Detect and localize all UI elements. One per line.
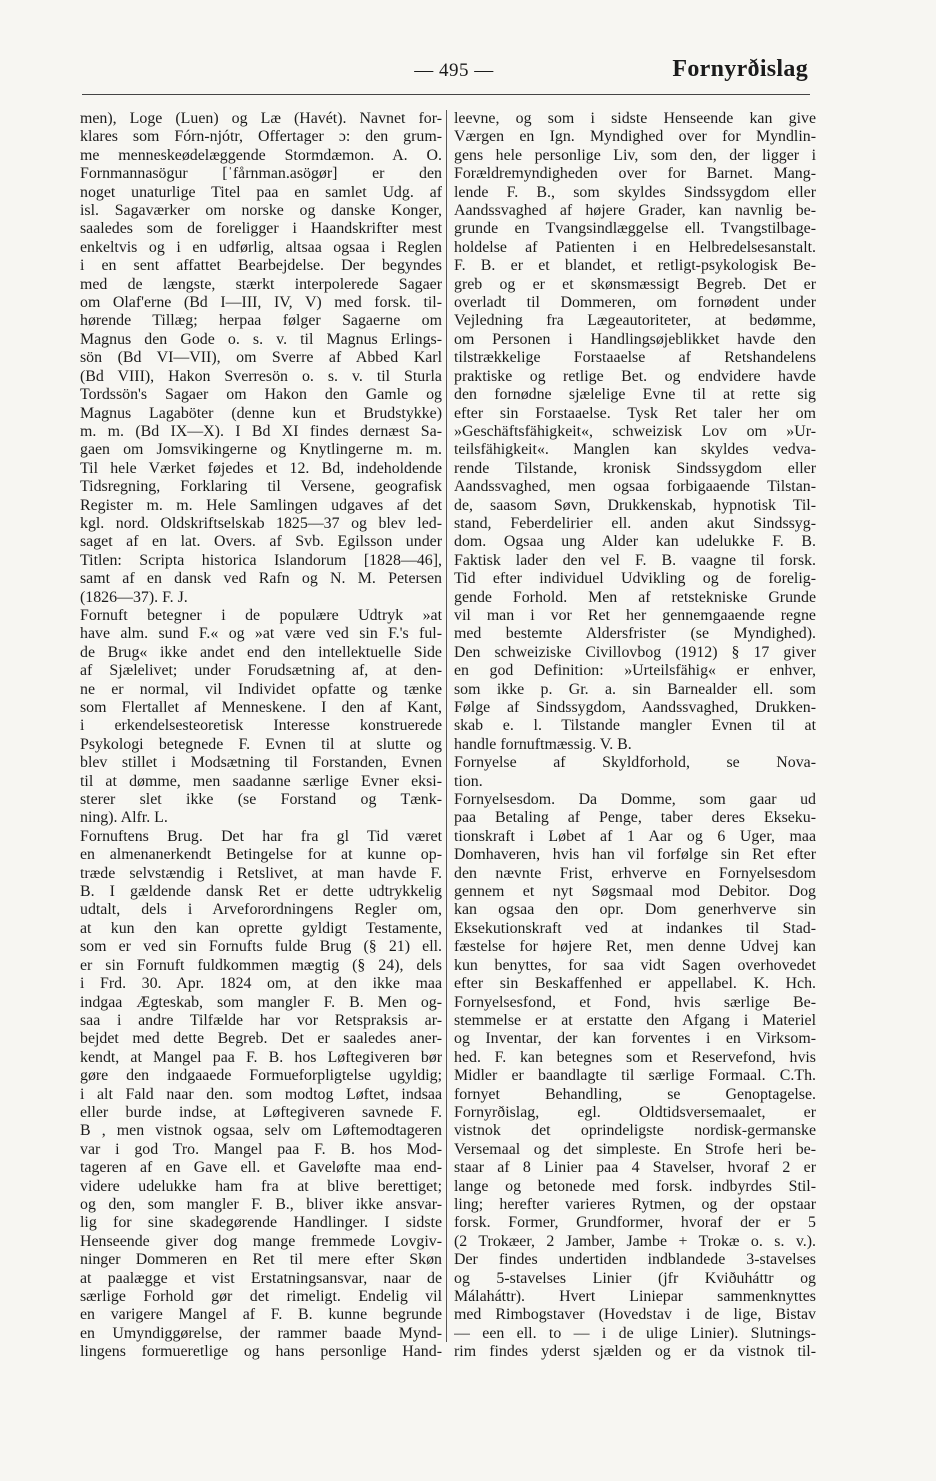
text-line: en almenanerkendt Betingelse for at kunne op-: [80, 846, 442, 864]
text-line: skab e. l. Tilstande mangler Evnen til at: [454, 717, 816, 735]
text-line: at kun den kan oprette gyldigt Testamente,: [80, 919, 442, 937]
text-line: B. I gældende dansk Ret er dette udtrykkelig: [80, 883, 442, 901]
text-line: sterer slet ikke (se Forstand og Tænk-: [80, 791, 442, 809]
text-line: m. m. (Bd IX—X). I Bd XI findes dernæst Sa-: [80, 422, 442, 440]
text-line: B , men vistnok ogsaa, selv om Løftemodtageren: [80, 1122, 442, 1140]
text-line: saget af en lat. Overs. af Svb. Egilsson under: [80, 533, 442, 551]
text-line: den fornødne sjælelige Evne til at rette sig: [454, 386, 816, 404]
text-line: Aandssvaghed, men ogsaa forbigaaende Tilstan-: [454, 478, 816, 496]
text-line: men), Loge (Luen) og Læ (Havét). Navnet for-: [80, 110, 442, 127]
text-line: som ikke p. Gr. a. sin Barnealder ell. som: [454, 680, 816, 698]
text-line: om Personen i Handlingsøjeblikket havde den: [454, 330, 816, 348]
text-line: Psykologi betegnede F. Evnen til at slutte og: [80, 735, 442, 753]
text-line: af Sjælelivet; under Forudsætning af, at den-: [80, 662, 442, 680]
text-line: Fornyrðislag, egl. Oldtidsversemaalet, er: [454, 1103, 816, 1121]
text-line: lange og betonede med forsk. indbyrdes Stil-: [454, 1177, 816, 1195]
text-line: lingens formueretlige og hans personlige Hand-: [80, 1343, 442, 1361]
text-line: ling; herefter varieres Rytmen, og der opstaar: [454, 1195, 816, 1213]
text-line: Der findes undertiden indblandede 3-stavelses: [454, 1251, 816, 1269]
text-line: en god Definition: »Urteilsfähig« er enhver,: [454, 662, 816, 680]
text-line: efter sin Beskaffenhed er appellabel. K. Hch.: [454, 975, 816, 993]
text-line: Til hele Værket føjedes et 12. Bd, indeholdende: [80, 459, 442, 477]
text-line: Fornyelse af Skyldforhold, se Nova-: [454, 754, 816, 772]
text-line: ninger Dommeren en Ret til mere efter Skøn: [80, 1251, 442, 1269]
text-line: stemmelse er at erstatte den Afgang i Materiel: [454, 1011, 816, 1029]
text-line: kun benyttes, for saa vidt Sagen overhovedet: [454, 956, 816, 974]
text-line: Midler er baandlagte til særlige Formaal. C.Th.: [454, 1067, 816, 1085]
text-line: Fornmannasögur [ˈfårnman.asögør] er den: [80, 165, 442, 183]
text-line: i en sent affattet Bearbejdelse. Der begyndes: [80, 257, 442, 275]
text-line: Aandssvaghed af højere Grader, kan navnlig be-: [454, 202, 816, 220]
text-line: gøre den indgaaede Formueforpligtelse ugyldig;: [80, 1067, 442, 1085]
text-line: Værgen en Ign. Myndighed over for Myndlin-: [454, 128, 816, 146]
text-line: lende F. B., som skyldes Sindssygdom eller: [454, 183, 816, 201]
text-line: Tid efter individuel Udvikling og de forelig-: [454, 570, 816, 588]
text-line: forsk. Former, Grundformer, hvoraf der er 5: [454, 1214, 816, 1232]
text-line: Tordssön's Sagaer om Hakon den Gamle og: [80, 386, 442, 404]
text-line: til at dømme, men saadanne særlige Evner eksi-: [80, 772, 442, 790]
text-line: gennem et nyt Søgsmaal mod Debitor. Dog: [454, 883, 816, 901]
text-line: F. B. er et blandet, et retligt-psykologisk Be-: [454, 257, 816, 275]
text-line: var i god Tro. Mangel paa F. B. hos Mod-: [80, 1140, 442, 1158]
text-line: Fornyelsesfond, et Fond, hvis særlige Be-: [454, 993, 816, 1011]
text-line: »Geschäftsfähigkeit«, schweizisk Lov om »Ur-: [454, 422, 816, 440]
text-line: enkeltvis og i en udførlig, altsaa ogsaa i Reglen: [80, 238, 442, 256]
text-line: som er ved sin Fornufts fulde Brug (§ 21) ell.: [80, 938, 442, 956]
text-line: samt af en dansk ved Rafn og N. M. Petersen: [80, 570, 442, 588]
text-line: Henseende giver dog mange fremmede Lovgiv-: [80, 1232, 442, 1250]
text-line: en varigere Mangel af F. B. kunne begrunde: [80, 1306, 442, 1324]
page-header: [0, 52, 936, 92]
text-line: stand, Feberdelirier ell. anden akut Sindssyg-: [454, 514, 816, 532]
text-line: og Inventar, der kan forventes i en Virksom-: [454, 1030, 816, 1048]
text-line: paa Betaling af Penge, taber deres Ekseku-: [454, 809, 816, 827]
text-line: at paalægge et vist Erstatningsansvar, naar de: [80, 1269, 442, 1287]
text-line: med Rimbogstaver (Hovedstav i de lige, Bistav: [454, 1306, 816, 1324]
text-line: eller burde indse, at Løftegiveren savnede F.: [80, 1103, 442, 1121]
text-line: Register m. m. Hele Samlingen udgaves af det: [80, 496, 442, 514]
text-line: vistnok det oprindeligste nordisk-germanske: [454, 1122, 816, 1140]
page-number: — 495 —: [414, 60, 494, 81]
text-line: ne er normal, vil Individet opfatte og tænke: [80, 680, 442, 698]
text-line: saa i andre Tilfælde har vor Retspraksis ar-: [80, 1011, 442, 1029]
text-line: Fornuft betegner i de populære Udtryk »at: [80, 606, 442, 624]
text-line: tion.: [454, 772, 483, 790]
text-line: den nævnte Frist, erhverve en Fornyelsesdom: [454, 864, 816, 882]
text-line: klares som Fórn-njótr, Offertager ɔ: den grum-: [80, 128, 442, 146]
text-line: Versemaal og det simpleste. En Strofe heri be-: [454, 1140, 816, 1158]
text-line: Titlen: Scripta historica Islandorum [1828—46],: [80, 551, 442, 569]
text-line: (1826—37). F. J.: [80, 588, 188, 606]
text-line: vil man i vor Ret her gennemgaaende regne: [454, 606, 816, 624]
text-line: hørende Tillæg; herpaa følger Sagaerne om: [80, 312, 442, 330]
text-line: tageren af en Gave ell. et Gaveløfte maa end-: [80, 1159, 442, 1177]
text-line: udtalt, dels i Arveforordningens Regler om,: [80, 901, 442, 919]
text-line: tilstrækkelige Forstaaelse af Retshandelens: [454, 349, 816, 367]
text-line: hed. F. kan betegnes som et Reservefond, hvis: [454, 1048, 816, 1066]
text-line: Forældremyndigheden over for Barnet. Mang-: [454, 165, 816, 183]
text-line: holdelse af Patienten i en Helbredelsesanstalt.: [454, 238, 816, 256]
text-line: Eksekutionskraft ved at indankes til Stad-: [454, 919, 816, 937]
text-line: indgaa Ægteskab, som mangler F. B. Men og-: [80, 993, 442, 1011]
text-line: med bestemte Aldersfrister (se Myndighed).: [454, 625, 816, 643]
text-line: Vejledning fra Lægeautoriteter, at bedømme,: [454, 312, 816, 330]
text-line: videre udelukke ham fra at blive berettiget;: [80, 1177, 442, 1195]
text-line: saaledes som de foreligger i Haandskrifter mest: [80, 220, 442, 238]
text-line: i Frd. 30. Apr. 1824 om, at den ikke maa: [80, 975, 442, 993]
text-line: — een ell. to — i de ulige Linier). Slutnings-: [454, 1324, 816, 1342]
text-line: i erkendelsesteoretisk Interesse konstruerede: [80, 717, 442, 735]
text-line: en Umyndiggørelse, der rammer baade Mynd-: [80, 1324, 442, 1342]
text-line: fæstelse for højere Ret, men denne Udvej kan: [454, 938, 816, 956]
column-divider: [446, 110, 447, 1342]
text-line: med de længste, stærkt interpolerede Sagaer: [80, 275, 442, 293]
text-line: er sin Fornuft fuldkommen mægtig (§ 24), dels: [80, 956, 442, 974]
text-line: lig for sine skadegørende Handlinger. I sidste: [80, 1214, 442, 1232]
right-column: [454, 110, 816, 1362]
text-line: dom. Ogsaa ung Alder kan udelukke F. B.: [454, 533, 816, 551]
text-line: om Olaf'erne (Bd I—III, IV, V) med forsk. til-: [80, 294, 442, 312]
text-line: i alt Fald naar den. som modtog Løftet, indsaa: [80, 1085, 442, 1103]
text-line: gaen om Jomsvikingerne og Knytlingerne m. m.: [80, 441, 442, 459]
text-line: handle fornuftmæssig. V. B.: [454, 735, 632, 753]
text-line: som Flertallet af Menneskene. I den af Kant,: [80, 699, 442, 716]
text-line: (2 Trokæer, 2 Jamber, Jambe + Trokæ o. s. v.).: [454, 1232, 816, 1250]
text-line: Fornyelsesdom. Da Domme, som gaar ud: [454, 791, 816, 809]
text-line: træde selvstændig i Retslivet, at man havde F.: [80, 864, 442, 882]
text-line: staar af 8 Linier paa 4 Stavelser, hvoraf 2 er: [454, 1159, 816, 1177]
text-line: bejdet med dette Begreb. Det er saaledes aner-: [80, 1030, 442, 1048]
text-line: kendt, at Mangel paa F. B. hos Løftegiveren bør: [80, 1048, 442, 1066]
text-line: gende Forhold. Men af retstekniske Grunde: [454, 588, 816, 606]
text-line: blev stillet i Modsætning til Forstanden, Evnen: [80, 754, 442, 772]
text-line: gens hele personlige Liv, som den, der ligger i: [454, 146, 816, 164]
text-line: Faktisk lader den vel F. B. vaagne til forsk.: [454, 551, 816, 569]
text-line: kgl. nord. Oldskriftselskab 1825—37 og blev led-: [80, 514, 442, 532]
text-line: sön (Bd VI—VII), om Sverre af Abbed Karl: [80, 349, 442, 367]
text-line: rim findes yderst sjælden og er da vistnok til-: [454, 1343, 816, 1361]
text-line: Domhaveren, hvis han vil forfølge sin Ret efter: [454, 846, 816, 864]
text-line: grunde en Tvangsindlæggelse ell. Tvangstilbage-: [454, 220, 816, 238]
text-line: Magnus den Gode o. s. v. til Magnus Erlings-: [80, 330, 442, 348]
text-line: særlige Forhold gør det rimeligt. Endelig vil: [80, 1288, 442, 1305]
text-line: teilsfähigkeit«. Manglen kan skyldes vedva-: [454, 441, 816, 459]
text-line: fornyet Behandling, se Genoptagelse.: [454, 1085, 816, 1103]
text-line: de Brug« ikke andet end den intellektuelle Side: [80, 643, 442, 661]
text-line: Følge af Sindssygdom, Aandssvaghed, Drukken-: [454, 699, 816, 716]
text-line: Tidsregning, Forklaring til Versene, geografisk: [80, 478, 442, 496]
header-rule: [82, 94, 810, 95]
text-line: efter sin Forstaaelse. Tysk Ret taler her om: [454, 404, 816, 422]
text-line: Fornuftens Brug. Det har fra gl Tid været: [80, 827, 442, 845]
text-line: Den schweiziske Civillovbog (1912) § 17 giver: [454, 643, 816, 661]
text-line: kan ogsaa den opr. Dom generhverve sin: [454, 901, 816, 919]
text-line: Málaháttr). Hvert Liniepar sammenknyttes: [454, 1288, 816, 1305]
text-line: noget unaturlige Titel paa en samlet Udg. af: [80, 183, 442, 201]
text-line: (Bd VIII), Hakon Sverresön o. s. v. til Sturla: [80, 367, 442, 385]
text-line: overladt til Dommeren, om fornødent under: [454, 294, 816, 312]
running-head: Fornyrðislag: [672, 56, 808, 82]
text-line: og den, som mangler F. B., bliver ikke ansvar-: [80, 1195, 442, 1213]
text-line: tionskraft i Løbet af 1 Aar og 6 Uger, maa: [454, 827, 816, 845]
text-line: de, saasom Søvn, Drukkenskab, hypnotisk Til-: [454, 496, 816, 514]
text-line: isl. Sagaværker om norske og danske Konger,: [80, 202, 442, 220]
left-column: [80, 110, 442, 1362]
text-line: have alm. sund F.« og »at være ved sin F.'s ful-: [80, 625, 442, 643]
text-line: rende Tilstande, kronisk Sindssygdom eller: [454, 459, 816, 477]
text-line: leevne, og som i sidste Henseende kan give: [454, 110, 816, 127]
text-line: me menneskeødelæggende Stormdæmon. A. O.: [80, 146, 442, 164]
text-line: Magnus Lagaböter (denne kun et Brudstykke): [80, 404, 442, 422]
text-line: praktiske og retlige Bet. og endvidere havde: [454, 367, 816, 385]
text-line: ning). Alfr. L.: [80, 809, 168, 827]
text-line: greb og er et skønsmæssigt Begreb. Det er: [454, 275, 816, 293]
text-line: og 5-stavelses Linier (jfr Kviðuháttr og: [454, 1269, 816, 1287]
